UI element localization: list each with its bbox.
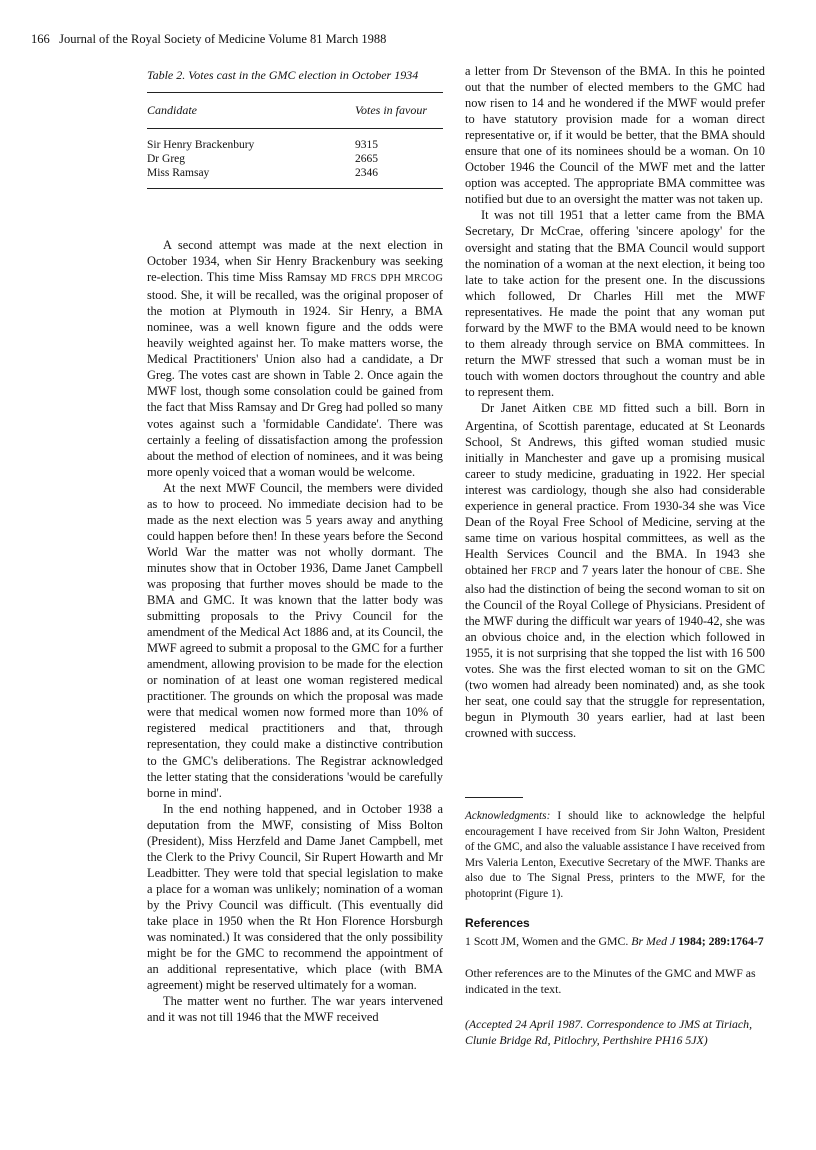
paragraph: In the end nothing happened, and in October 1938 a deputation from the MWF, consisting of Miss Bolton (President), Miss Herzfeld and Dame Janet Campbell, met the Clerk to the Privy Council, Sir Rupert Howarth and Mr Leadbitter. They were told that special legislation to make a place for a woman was unlikely; nomination of a woman by the Privy Council was difficult. (This eventually did take place in 1950 when the Rt Hon Florence Horsburgh was nominated.) It was considered that the only possibility might be for the GMC to recommend the appointment of an additional representative, which place (with BMA agreement) might be reserved ultimately for a woman. bbox=[147, 801, 443, 993]
reference-note: Other references are to the Minutes of the GMC and MWF as indicated in the text. bbox=[465, 966, 756, 996]
reference-item: 1 Scott JM, Women and the GMC. Br Med J 1984; 289:1764-7 bbox=[465, 934, 764, 948]
table-cell-candidate: Dr Greg bbox=[147, 153, 185, 165]
table-header-candidate: Candidate bbox=[147, 103, 197, 117]
right-column bbox=[465, 63, 765, 741]
left-column bbox=[147, 237, 443, 1025]
table-cell-votes: 9315 bbox=[355, 139, 378, 151]
table-cell-votes: 2665 bbox=[355, 153, 378, 165]
journal-title: Journal of the Royal Society of Medicine Volume 81 March 1988 bbox=[59, 32, 387, 46]
table-top-rule bbox=[147, 92, 443, 93]
acknowledgments bbox=[465, 809, 765, 902]
paragraph: The matter went no further. The war years intervened and it was not till 1946 that the MWF received bbox=[147, 994, 443, 1025]
references-heading: References bbox=[465, 916, 530, 930]
accepted-note: (Accepted 24 April 1987. Correspondence to JMS at Tiriach, Clunie Bridge Rd, Pitlochry, Perthshire PH16 5JX) bbox=[465, 1017, 753, 1047]
paragraph: a letter from Dr Stevenson of the BMA. In this he pointed out that the number of elected members to the GMC had now risen to 14 and he wondered if the MWF would prefer to have statutory provision made for a woman direct representative or, if it would be better, that the BMA should ensure that one of its nominees should be a woman. On 10 October 1946 the Council of the MWF met and the latter option was accepted. The appropriate BMA committee was notified but due to an oversight the matter was not taken up. bbox=[465, 64, 765, 207]
table-bottom-rule bbox=[147, 188, 443, 189]
paragraph: A second attempt was made at the next election in October 1934, when Sir Henry Brackenbury was seeking re-election. This time Miss Ramsay MD FRCS DPH MRCOG stood. She, it will be recalled, was the original proposer of the motion at Plymouth in 1924. Sir Henry, a BMA nominee, was a well known figure and the odds were heavily weighted against her. To make matters worse, the Medical Practitioners' Union also had a candidate, a Dr Greg. The votes cast are shown in Table 2. Once again the MWF lost, though some consolation could be gained from the fact that Miss Ramsay and Dr Greg had polled so many votes against such a 'formidable Candidate'. There was certainly a feeling of dissatisfaction among the profession about the method of election of nominees, and it was being more openly voiced that a woman would be welcome. bbox=[147, 238, 443, 479]
paragraph: Dr Janet Aitken CBE MD fitted such a bill. Born in Argentina, of Scottish parentage, educated at St Leonards School, St Andrews, this gifted woman studied music initially in Manchester and gave up a promising musical career to study medicine, graduating in 1922. Her special interest was cardiology, though she also had considerable experience in general practice. From 1930-34 she was Vice Dean of the Royal Free School of Medicine, serving at the same time on various hospital committees, as well as the Health Services Council and the BMA. In 1943 she obtained her FRCP and 7 years later the honour of CBE. She also had the distinction of being the second woman to sit on the Council of the Royal College of Physicians. President of the MWF during the difficult war years of 1940-42, she was an obvious choice and, in the election which followed in 1955, it is not surprising that she topped the list with 16 500 votes. She was the first elected woman to sit on the GMC (two women had already been nominated) and, as she took her seat, one could say that the struggle for representation, begun in Plymouth 30 years earlier, had at last been crowned with success. bbox=[465, 400, 765, 740]
running-header bbox=[31, 32, 386, 47]
acknowledgments-label: Acknowledgments: bbox=[465, 810, 551, 822]
table-cell-votes: 2346 bbox=[355, 167, 378, 179]
table-cell-candidate: Sir Henry Brackenbury bbox=[147, 139, 255, 151]
table-caption: Table 2. Votes cast in the GMC election in October 1934 bbox=[147, 68, 419, 82]
paragraph: It was not till 1951 that a letter came from the BMA Secretary, Dr McCrae, offering 'sincere apology' for the oversight and stating that the BMA Council would support the nomination of a woman at the next election, it being too late to take action for the present one. In the discussions which followed, Dr Charles Hill met the MWF representatives. He made the point that any woman put forward by the MWF to the BMA would need to be known to them already through service on BMA committees. In return the MWF stressed that such a woman must be in touch with women doctors throughout the country and able to represent them. bbox=[465, 208, 765, 399]
table-cell-candidate: Miss Ramsay bbox=[147, 167, 210, 179]
table-header-rule bbox=[147, 128, 443, 129]
table-header-votes: Votes in favour bbox=[355, 103, 427, 117]
acknowledgments-text: I should like to acknowledge the helpful encouragement I have received from Sir John Walton, President of the GMC, and also the valuable assistance I have received from Mrs Valeria Lenton, Executive Secretary of the MWF. Thanks are also due to The Signal Press, printers to the MWF, for the photoprint (Figure 1). bbox=[465, 810, 765, 900]
page-number: 166 bbox=[31, 32, 50, 46]
paragraph: At the next MWF Council, the members were divided as to how to proceed. No immediate decision had to be made as the next election was 5 years away and anything could happen before then! In these years before the Second World War the matter was not wholly dormant. The minutes show that in October 1936, Dame Janet Campbell was proposing that further moves should be made to the BMA and GMC. It was known that the latter body was submitting proposals to the Privy Council for the amendment of the Medical Act 1886 and, at its Council, the MWF agreed to submit a proposal to the GMC for a further amendment, allowing provision to be made for the election or nomination of at least one woman registered medical practitioner. The grounds on which the proposal was made were that medical women now formed more than 10% of registered medical practitioners and that, through representation, they could make a distinctive contribution to the GMC's deliberations. The Registrar acknowledged the letter stating that the considerations 'would be carefully borne in mind'. bbox=[147, 480, 443, 800]
section-divider bbox=[465, 797, 523, 798]
